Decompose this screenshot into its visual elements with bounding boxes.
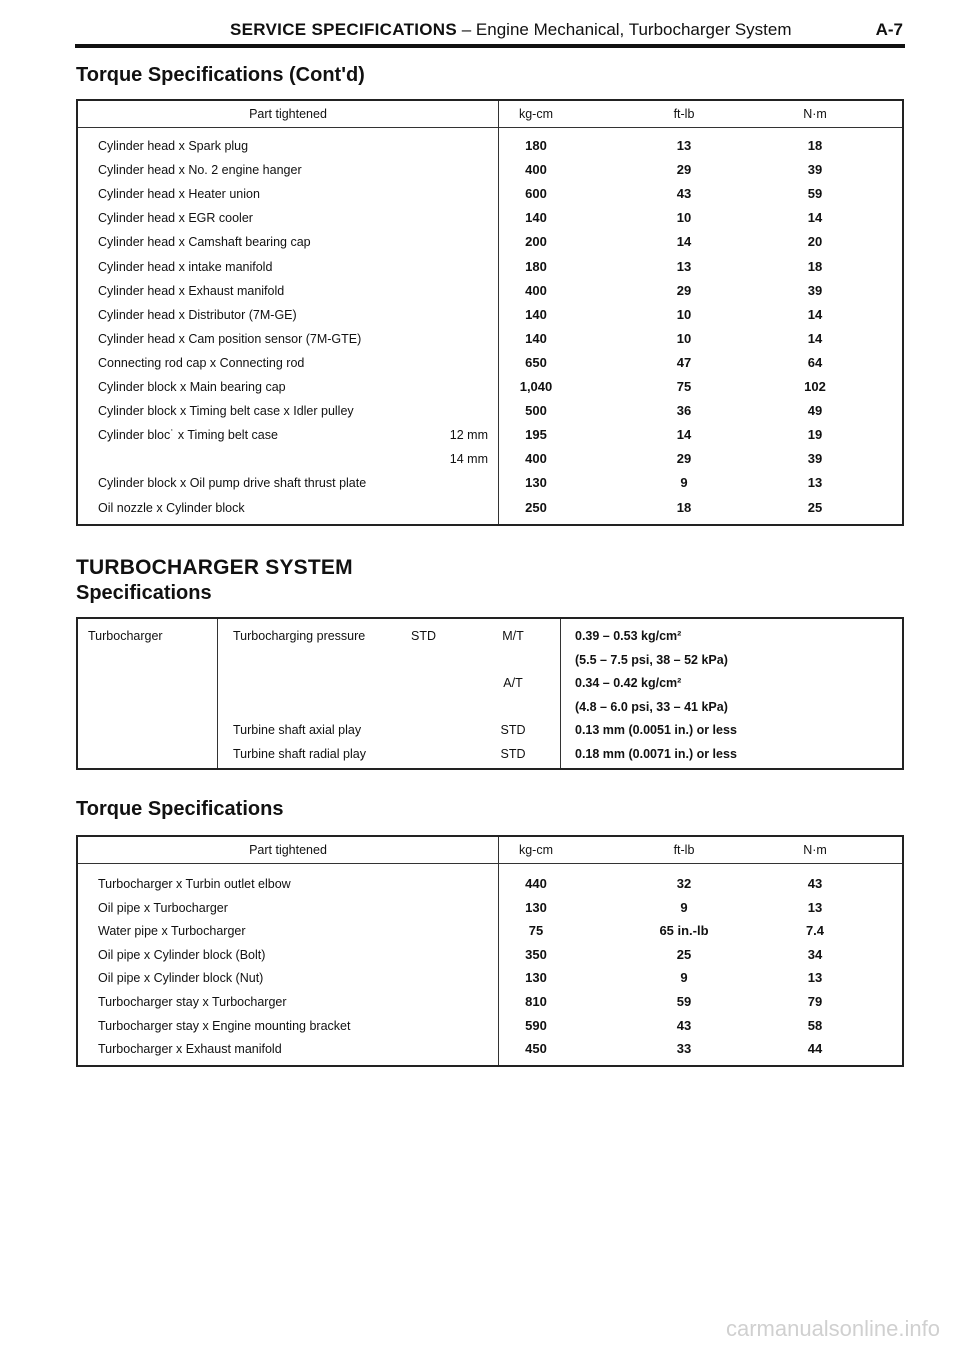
col-kgcm: kg-cm <box>518 843 554 857</box>
value-kgcm: 400 <box>525 282 547 298</box>
value-nm: 13 <box>807 475 823 491</box>
part-name: Oil pipe x Cylinder block (Bolt) <box>98 947 266 962</box>
value-ftlb: 75 <box>676 379 692 394</box>
page-header <box>75 18 905 44</box>
value-kgcm: 810 <box>525 994 547 1009</box>
value-ftlb: 43 <box>676 186 692 202</box>
value-kgcm: 140 <box>525 330 547 346</box>
page-number: A-7 <box>875 20 903 39</box>
value-nm: 25 <box>807 499 823 515</box>
table-row <box>78 472 902 496</box>
part-name: Cylinder block x Main bearing cap <box>98 380 286 394</box>
col-nm: N·m <box>803 107 827 121</box>
table-row <box>78 1015 902 1039</box>
value-kgcm: 1,040 <box>519 379 553 394</box>
table-row <box>78 719 902 743</box>
specifications-table <box>76 617 904 770</box>
col-part: Part tightened <box>249 843 327 857</box>
table-row <box>78 352 902 376</box>
part-name: Cylinder head x Exhaust manifold <box>98 283 285 298</box>
col-nm: N·m <box>803 843 827 857</box>
table-row <box>78 873 902 897</box>
value-nm: 59 <box>807 186 823 202</box>
table-header <box>78 101 902 128</box>
part-name: Cylinder head x Distributor (7M-GE) <box>98 307 297 322</box>
value-ftlb: 10 <box>676 306 692 322</box>
table-row <box>78 448 902 472</box>
part-name: Cylinder bloc˙ x Timing belt case <box>98 428 278 443</box>
value-kgcm: 440 <box>525 876 547 891</box>
value-nm: 43 <box>807 876 823 891</box>
table-row <box>78 897 902 921</box>
value-ftlb: 10 <box>676 330 692 346</box>
table-row <box>78 497 902 521</box>
value-kgcm: 140 <box>525 306 547 322</box>
value-kgcm: 75 <box>528 923 544 939</box>
value-ftlb: 65 in.-lb <box>659 923 709 939</box>
bolt-size: 14 mm <box>449 452 488 467</box>
part-name: Cylinder head x Cam position sensor (7M-GTE) <box>98 331 362 346</box>
table-row <box>78 1038 902 1062</box>
col-ftlb: ft-lb <box>673 843 695 857</box>
part-name: Turbocharger stay x Turbocharger <box>98 995 287 1009</box>
spec-condition: A/T <box>503 676 523 691</box>
table-header <box>78 837 902 864</box>
value-kgcm: 130 <box>525 970 547 986</box>
value-ftlb: 13 <box>676 258 692 274</box>
part-name: Cylinder block x Oil pump drive shaft thrust plate <box>98 476 367 491</box>
value-ftlb: 9 <box>680 475 688 491</box>
value-kgcm: 450 <box>525 1041 547 1057</box>
torque-table-1 <box>76 99 904 526</box>
value-ftlb: 25 <box>676 946 692 962</box>
part-name: Turbocharger x Turbin outlet elbow <box>98 877 291 891</box>
value-nm: 14 <box>807 330 823 346</box>
spec-value: (4.8 – 6.0 psi, 33 – 41 kPa) <box>575 699 728 714</box>
table-row <box>78 328 902 352</box>
value-kgcm: 130 <box>525 899 547 915</box>
value-ftlb: 9 <box>680 970 688 986</box>
value-nm: 19 <box>807 427 823 443</box>
table-row <box>78 991 902 1015</box>
part-name: Cylinder head x intake manifold <box>98 259 273 274</box>
spec-item: Turbocharging pressure <box>233 629 366 643</box>
part-name: Cylinder head x Camshaft bearing cap <box>98 235 311 250</box>
spec-condition: STD <box>500 747 526 761</box>
spec-value: 0.18 mm (0.0071 in.) or less <box>575 747 737 761</box>
table-row <box>78 743 902 767</box>
value-kgcm: 400 <box>525 451 547 467</box>
section2-title: TURBOCHARGER SYSTEM <box>76 556 353 579</box>
value-kgcm: 350 <box>525 946 547 962</box>
value-kgcm: 500 <box>525 403 547 419</box>
table-row <box>78 424 902 448</box>
value-nm: 14 <box>807 306 823 322</box>
table-row <box>78 231 902 255</box>
table-row <box>78 649 902 673</box>
table-row <box>78 672 902 696</box>
spec-condition: M/T <box>502 629 524 643</box>
table-row <box>78 207 902 231</box>
value-nm: 44 <box>807 1041 823 1057</box>
value-ftlb: 29 <box>676 451 692 467</box>
value-nm: 18 <box>807 258 823 274</box>
table-row <box>78 256 902 280</box>
value-ftlb: 14 <box>676 427 692 443</box>
value-ftlb: 43 <box>676 1017 692 1033</box>
part-name: Cylinder head x No. 2 engine hanger <box>98 163 302 178</box>
table-row <box>78 304 902 328</box>
section2-subtitle: Specifications <box>76 582 212 604</box>
value-kgcm: 250 <box>525 499 547 515</box>
value-nm: 79 <box>807 994 823 1009</box>
value-nm: 7.4 <box>805 923 825 939</box>
value-kgcm: 195 <box>525 427 547 443</box>
table-row <box>78 625 902 649</box>
value-nm: 39 <box>807 451 823 467</box>
value-ftlb: 18 <box>676 499 692 515</box>
component-label: Turbocharger <box>88 629 163 643</box>
part-name: Connecting rod cap x Connecting rod <box>98 355 305 370</box>
value-kgcm: 200 <box>525 234 547 250</box>
table-row <box>78 280 902 304</box>
value-ftlb: 10 <box>676 210 692 226</box>
value-nm: 39 <box>807 162 823 178</box>
part-name: Oil pipe x Cylinder block (Nut) <box>98 971 264 986</box>
value-kgcm: 180 <box>525 258 547 274</box>
value-nm: 14 <box>807 210 823 226</box>
part-name: Cylinder head x Spark plug <box>98 139 249 153</box>
value-nm: 18 <box>807 138 823 153</box>
spec-std: STD <box>411 629 436 643</box>
value-kgcm: 140 <box>525 210 547 226</box>
value-ftlb: 33 <box>676 1041 692 1057</box>
value-nm: 102 <box>804 379 826 394</box>
value-kgcm: 400 <box>525 162 547 178</box>
value-ftlb: 9 <box>680 899 688 915</box>
part-name: Turbocharger stay x Engine mounting bracket <box>98 1018 351 1033</box>
value-kgcm: 130 <box>525 475 547 491</box>
value-nm: 58 <box>807 1017 823 1033</box>
part-name: Oil nozzle x Cylinder block <box>98 500 245 515</box>
value-nm: 34 <box>807 946 823 962</box>
table-row <box>78 183 902 207</box>
value-kgcm: 590 <box>525 1017 547 1033</box>
value-nm: 20 <box>807 234 823 250</box>
value-nm: 39 <box>807 282 823 298</box>
col-ftlb: ft-lb <box>673 107 695 121</box>
header-rule <box>75 44 905 48</box>
header-title: SERVICE SPECIFICATIONS – Engine Mechanical, Turbocharger System <box>230 20 792 39</box>
value-kgcm: 180 <box>525 138 547 153</box>
table-row <box>78 696 902 720</box>
spec-value: 0.39 – 0.53 kg/cm² <box>575 629 682 643</box>
part-name: Water pipe x Turbocharger <box>98 924 246 939</box>
value-nm: 49 <box>807 403 823 419</box>
section1-title: Torque Specifications (Cont'd) <box>76 64 365 86</box>
value-nm: 64 <box>807 354 823 370</box>
spec-item: Turbine shaft axial play <box>233 723 362 738</box>
section3-title: Torque Specifications <box>76 798 284 820</box>
spec-value: (5.5 – 7.5 psi, 38 – 52 kPa) <box>575 652 728 667</box>
value-ftlb: 14 <box>676 234 692 250</box>
table-row <box>78 920 902 944</box>
table-row <box>78 944 902 968</box>
value-ftlb: 29 <box>676 162 692 178</box>
part-name: Cylinder head x EGR cooler <box>98 211 253 226</box>
spec-item: Turbine shaft radial play <box>233 747 366 761</box>
value-ftlb: 13 <box>676 138 692 153</box>
spec-condition: STD <box>500 723 526 738</box>
part-name: Cylinder block x Timing belt case x Idler pulley <box>98 404 354 419</box>
part-name: Oil pipe x Turbocharger <box>98 900 228 915</box>
value-ftlb: 36 <box>676 403 692 419</box>
part-name: Turbocharger x Exhaust manifold <box>98 1042 282 1057</box>
bolt-size: 12 mm <box>449 428 488 443</box>
value-kgcm: 600 <box>525 186 547 202</box>
table-row <box>78 376 902 400</box>
value-kgcm: 650 <box>525 354 547 370</box>
watermark: carmanualsonline.info <box>725 1316 940 1341</box>
value-ftlb: 29 <box>676 282 692 298</box>
value-ftlb: 47 <box>676 354 692 370</box>
col-part: Part tightened <box>249 107 327 121</box>
value-ftlb: 59 <box>676 994 692 1009</box>
table-row <box>78 159 902 183</box>
torque-table-2 <box>76 835 904 1067</box>
table-row <box>78 400 902 424</box>
table-row <box>78 135 902 159</box>
table-row <box>78 967 902 991</box>
part-name: Cylinder head x Heater union <box>98 187 260 202</box>
value-nm: 13 <box>807 970 823 986</box>
col-kgcm: kg-cm <box>518 107 554 121</box>
value-ftlb: 32 <box>676 876 692 891</box>
spec-value: 0.13 mm (0.0051 in.) or less <box>575 723 737 738</box>
value-nm: 13 <box>807 899 823 915</box>
spec-value: 0.34 – 0.42 kg/cm² <box>575 676 682 691</box>
